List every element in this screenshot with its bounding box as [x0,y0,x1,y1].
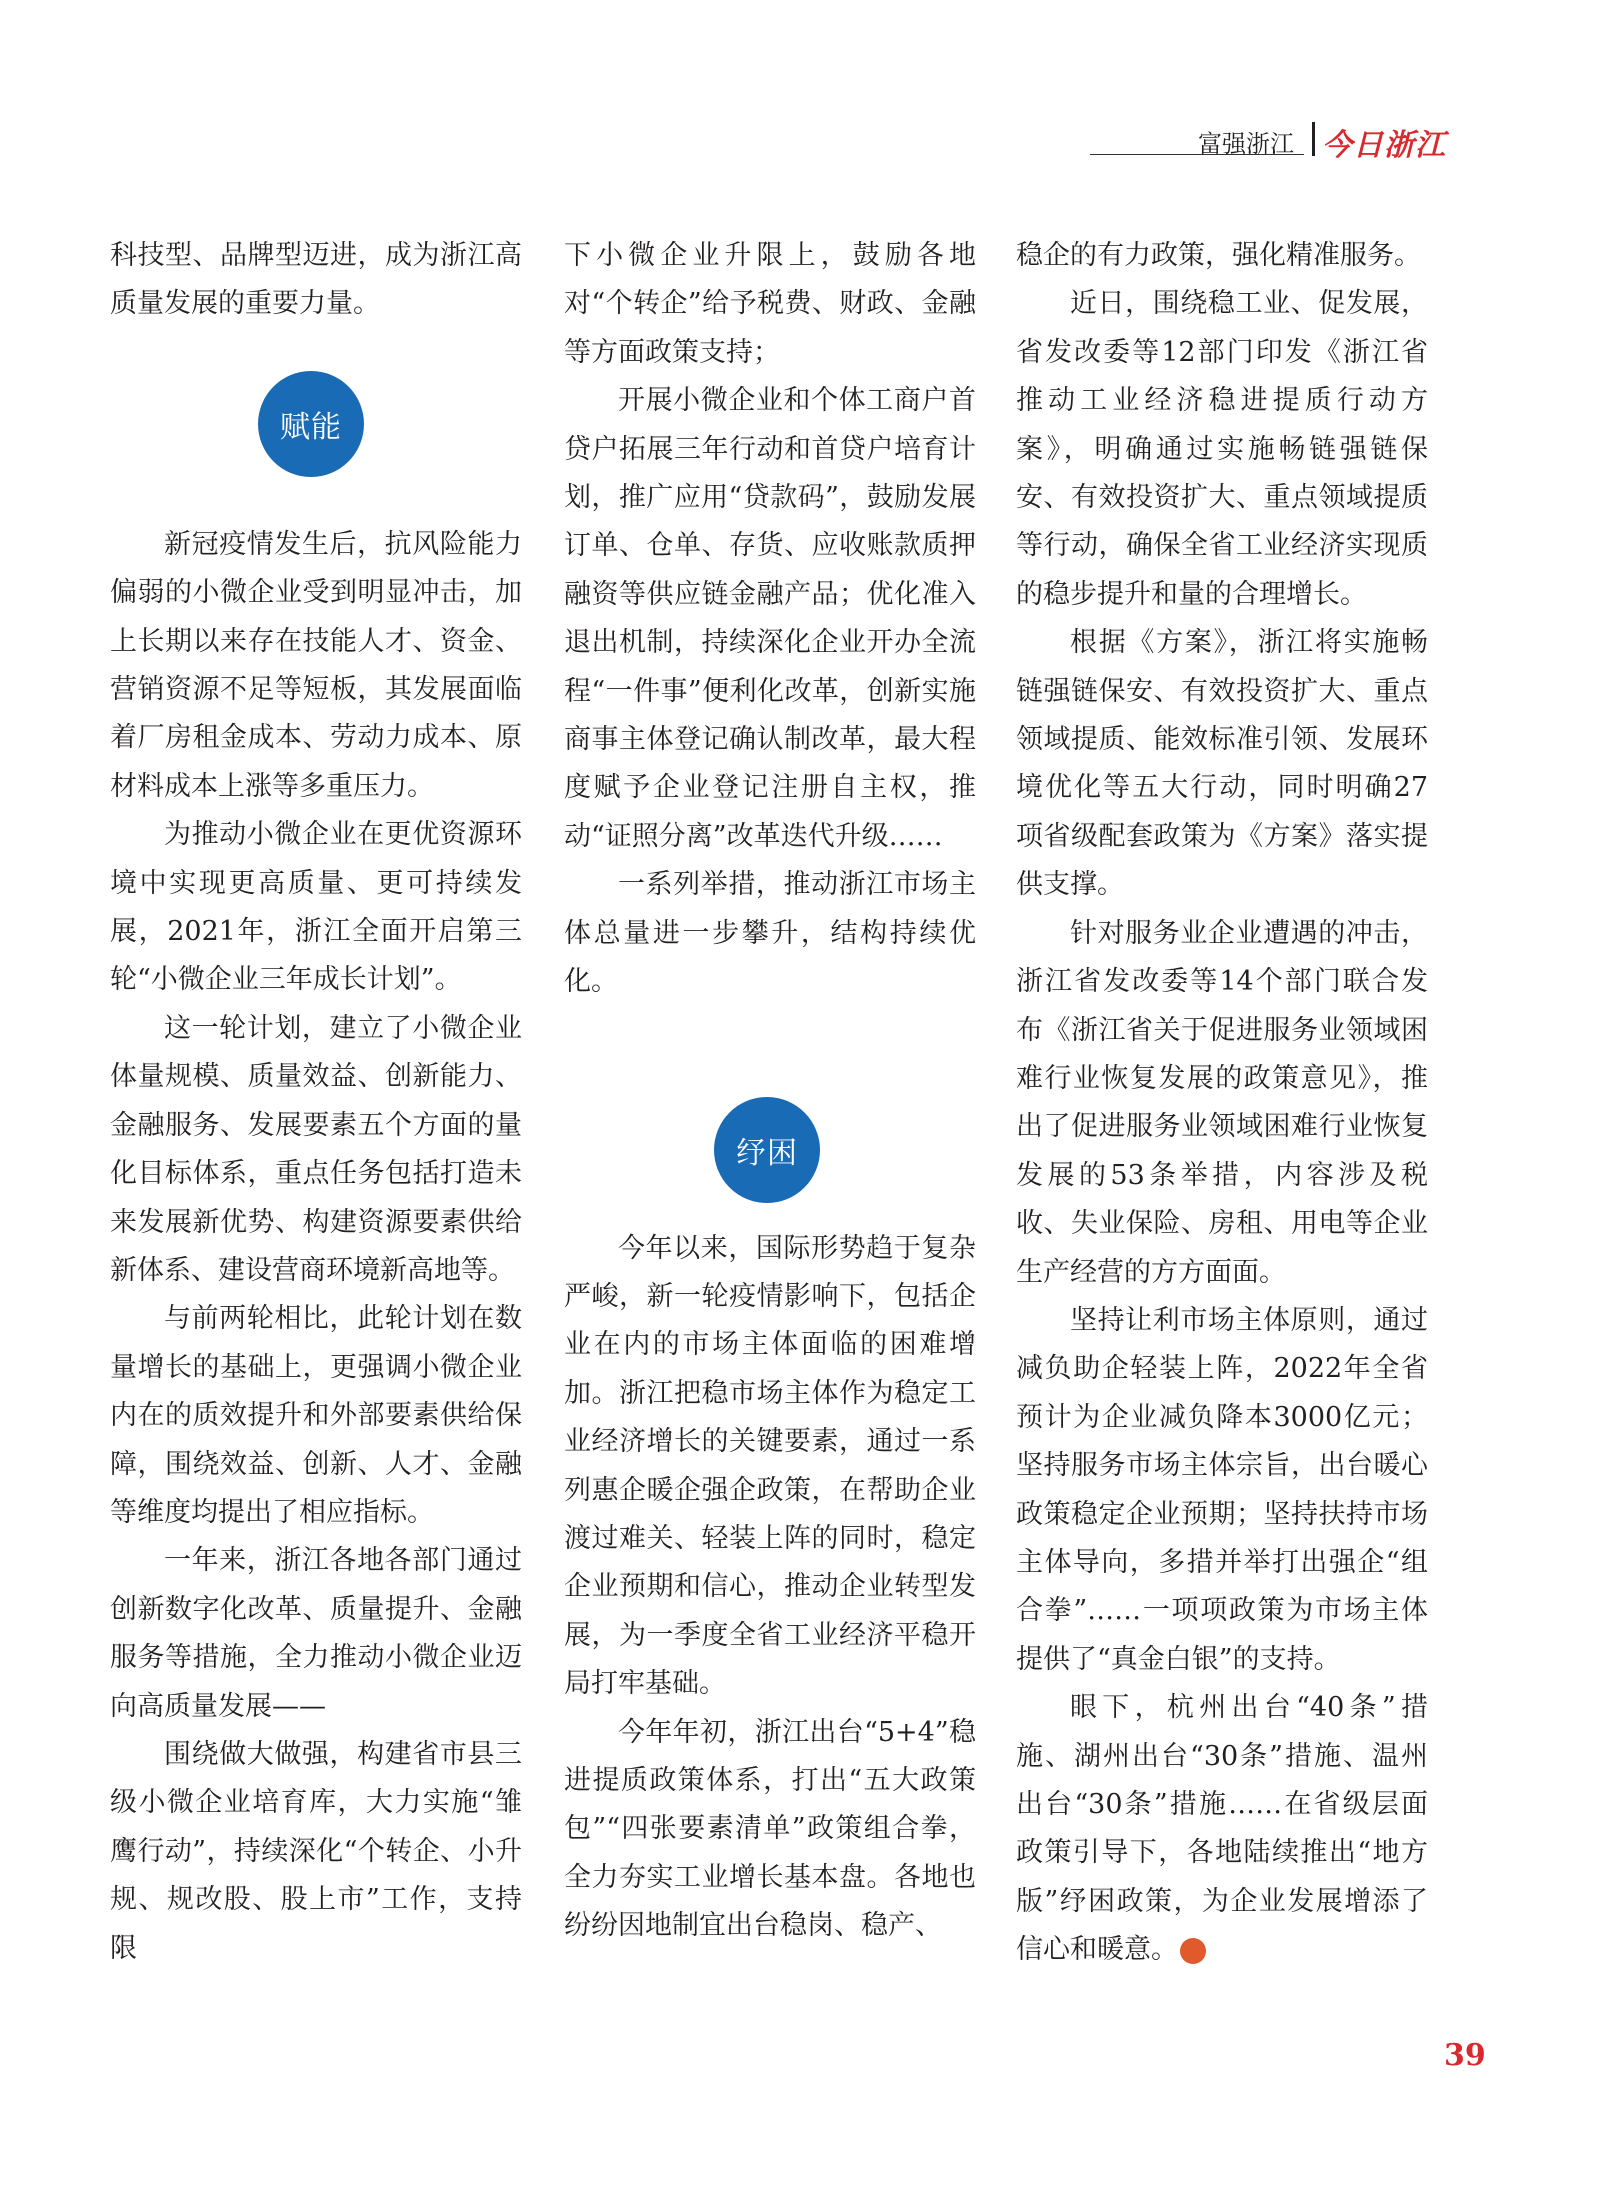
paragraph: 下小微企业升限上，鼓励各地对“个转企”给予税费、财政、金融等方面政策支持； [564,240,976,368]
paragraph: 一年来，浙江各地各部门通过创新数字化改革、质量提升、金融服务等措施，全力推动小微企业迈向高质量发展—— [110,1545,522,1722]
paragraph: 近日，围绕稳工业、促发展，省发改委等12部门印发《浙江省推动工业经济稳进提质行动方案》，明确通过实施畅链强链保安、有效投资扩大、重点领域提质等行动，确保全省工业经济实现质的稳步提升和量的合理增长。 [1016,288,1428,610]
paragraph: 坚持让利市场主体原则，通过减负助企轻装上阵，2022年全省预计为企业减负降本3000亿元；坚持服务市场主体宗旨，出台暖心政策稳定企业预期；坚持扶持市场主体导向，多措并举打出强企“组合拳”……一项项政策为市场主体提供了“真金白银”的支持。 [1016,1304,1428,1675]
paragraph: 针对服务业企业遭遇的冲击，浙江省发改委等14个部门联合发布《浙江省关于促进服务业领域困难行业恢复发展的政策意见》，推出了促进服务业领域困难行业恢复发展的53条举措，内容涉及税收、失业保险、房租、用电等企业生产经营的方方面面。 [1016,917,1428,1288]
section-heading-relief: 纾困 [714,1097,820,1203]
paragraph: 为推动小微企业在更优资源环境中实现更高质量、更可持续发展，2021年，浙江全面开启第三轮“小微企业三年成长计划”。 [110,819,522,996]
paragraph: 今年以来，国际形势趋于复杂严峻，新一轮疫情影响下，包括企业在内的市场主体面临的困难增加。浙江把稳市场主体作为稳定工业经济增长的关键要素，通过一系列惠企暖企强企政策，在帮助企业渡过难关、轻装上阵的同时，稳定企业预期和信心，推动企业转型发展，为一季度全省工业经济平稳开局打牢基础。 [564,1232,976,1700]
page-number: 39 [1444,2038,1486,2073]
paragraph: 新冠疫情发生后，抗风险能力偏弱的小微企业受到明显冲击，加上长期以来存在技能人才、资金、营销资源不足等短板，其发展面临着厂房租金成本、劳动力成本、原材料成本上涨等多重压力。 [110,528,522,802]
paragraph: 一系列举措，推动浙江市场主体总量进一步攀升，结构持续优化。 [564,869,976,998]
paragraph: 这一轮计划，建立了小微企业体量规模、质量效益、创新能力、金融服务、发展要素五个方面的量化目标体系，重点任务包括打造未来发展新优势、构建资源要素供给新体系、建设营商环境新高地等。 [110,1012,522,1286]
paragraph: 围绕做大做强，构建省市县三级小微企业培育库，大力实施“雏鹰行动”，持续深化“个转企、小升规、规改股、股上市”工作，支持限 [110,1738,522,1964]
magazine-logo: 今日浙江 [1322,128,1446,163]
section-heading-empower: 赋能 [258,371,364,477]
paragraph [1016,1684,1428,1974]
paragraph: 今年年初，浙江出台“5+4”稳进提质政策体系，打出“五大政策包”“四张要素清单”政策组合拳，全力夯实工业增长基本盘。各地也纷纷因地制宜出台稳岗、稳产、 [564,1716,976,1942]
paragraph: 根据《方案》，浙江将实施畅链强链保安、有效投资扩大、重点领域提质、能效标准引领、发展环境优化等五大行动，同时明确27项省级配套政策为《方案》落实提供支撑。 [1016,627,1428,901]
paragraph: 开展小微企业和个体工商户首贷户拓展三年行动和首贷户培育计划，推广应用“贷款码”，鼓励发展订单、仓单、存货、应收账款质押融资等供应链金融产品；优化准入退出机制，持续深化企业开办全流程“一件事”便利化改革，创新实施商事主体登记确认制改革，最大程度赋予企业登记注册自主权，推动“证照分离”改革迭代升级…… [564,385,976,852]
paragraph: 科技型、品牌型迈进，成为浙江高质量发展的重要力量。 [110,240,522,320]
column-1 [110,232,522,1973]
paragraph-text: 眼下，杭州出台“40条”措施、湖州出台“30条”措施、温州出台“30条”措施……在省级层面政策引导下，各地陆续推出“地方版”纾困政策，为企业发展增添了信心和暖意。 [1016,1692,1428,1966]
column-3 [1016,232,1428,1975]
header-divider [1312,122,1315,156]
paragraph: 与前两轮相比，此轮计划在数量增长的基础上，更强调小微企业内在的质效提升和外部要素供给保障，围绕效益、创新、人才、金融等维度均提出了相应指标。 [110,1303,522,1528]
paragraph: 稳企的有力政策，强化精准服务。 [1016,240,1421,271]
column-2 [564,232,976,1951]
header-section-title: 富强浙江 [1198,130,1294,158]
end-mark-icon: 今 [1180,1938,1206,1964]
page-header [1090,118,1444,162]
